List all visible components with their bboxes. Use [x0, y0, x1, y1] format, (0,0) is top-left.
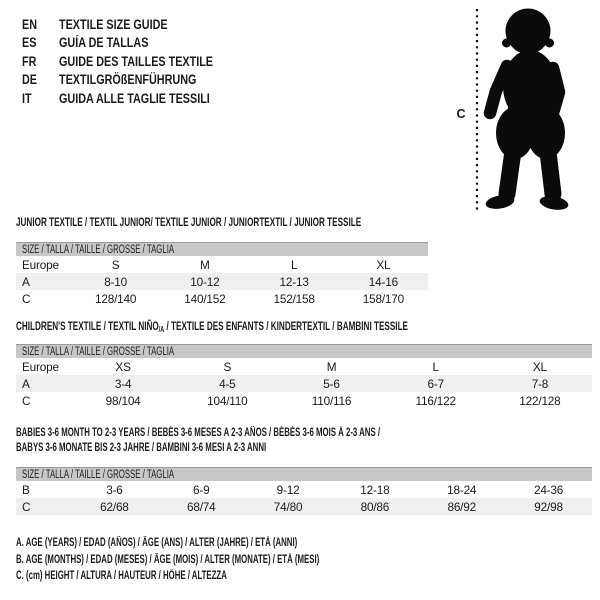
babies-title-line1-text: BABIES 3-6 MONTH TO 2-3 YEARS / BEBÉS 3-6 MESES A 2-3 AÑOS / BÉBÉS 3-6 MOIS À 2-3 ANS /	[16, 427, 381, 439]
table-cell: 9-12	[276, 482, 300, 497]
babies-title-line2-text: BABYS 3-6 MONATE BIS 2-3 JAHRE / BAMBINI 3-6 MESI A 2-3 ANNI	[16, 442, 267, 454]
language-row-es	[22, 34, 252, 53]
table-cell: 7-8	[531, 376, 549, 391]
table-cell: 14-16	[368, 274, 398, 289]
table-cell: XL	[376, 257, 391, 272]
table-row	[16, 358, 592, 375]
table-header-band	[16, 344, 592, 358]
language-code	[22, 91, 59, 106]
language-code-text: IT	[22, 90, 32, 106]
table-row	[16, 256, 428, 273]
footnote-b-text: B. AGE (MONTHS) / EDAD (MESES) / ÂGE (MOIS) / ALTER (MONATE) / ETÀ (MESI)	[16, 553, 320, 566]
table-cell: 98/104	[105, 393, 141, 408]
language-label: GUIDE DES TAILLES TEXTILE	[59, 53, 214, 69]
children-size-table	[16, 344, 592, 409]
babies-section-title-line1	[16, 426, 592, 441]
footnote-a	[16, 535, 462, 552]
table-cell: 152/158	[273, 291, 315, 306]
row-label-cell: C	[22, 393, 31, 408]
junior-section-title	[16, 216, 428, 229]
junior-size-table	[16, 242, 428, 307]
table-cell: L	[290, 257, 298, 272]
table-cell: 4-5	[219, 376, 236, 391]
table-cell: L	[432, 359, 439, 374]
table-cell: 74/80	[273, 499, 303, 514]
language-label: TEXTILGRÖßENFÜHRUNG	[59, 72, 197, 88]
table-cell: 3-6	[106, 482, 123, 497]
table-cell: 3-4	[114, 376, 132, 391]
table-cell: 86/92	[447, 499, 476, 514]
table-cell: 122/128	[519, 393, 561, 408]
language-code	[22, 17, 59, 32]
table-cell: S	[223, 359, 232, 374]
table-cell: 62/68	[100, 499, 129, 514]
baby-silhouette	[485, 9, 570, 212]
table-cell: 8-10	[104, 274, 128, 289]
footnote-c	[16, 568, 462, 585]
language-code-text: FR	[22, 53, 37, 69]
table-row	[16, 290, 428, 307]
language-row-de	[22, 71, 252, 90]
language-code-text: DE	[22, 72, 38, 88]
language-label: GUÍA DE TALLAS	[59, 35, 149, 51]
table-cell: XL	[532, 359, 547, 374]
row-label-cell: Europe	[22, 257, 59, 272]
junior-title-text: JUNIOR TEXTILE / TEXTIL JUNIOR/ TEXTILE JUNIOR / JUNIORTEXTIL / JUNIOR TESSILE	[16, 215, 362, 229]
language-code	[22, 35, 59, 50]
table-cell: 80/86	[360, 499, 390, 514]
table-cell: 104/110	[207, 393, 248, 408]
table-header-label: SIZE / TALLA / TAILLE / GRÖSSE / TAGLIA	[22, 345, 175, 358]
language-label: TEXTILE SIZE GUIDE	[59, 16, 168, 32]
children-title-text	[16, 320, 408, 336]
table-row	[16, 273, 428, 290]
language-label: GUIDA ALLE TAGLIE TESSILI	[59, 90, 210, 106]
table-header-label: SIZE / TALLA / TAILLE / GRÖSSE / TAGLIA	[22, 468, 175, 481]
table-row	[16, 498, 592, 515]
footnotes	[16, 535, 462, 585]
language-list	[22, 15, 252, 108]
table-cell: XS	[115, 359, 131, 374]
table-cell: S	[111, 257, 120, 272]
table-header-band	[16, 467, 592, 481]
section-babies	[16, 426, 592, 515]
babies-size-table	[16, 467, 592, 515]
table-cell: 24-36	[533, 482, 564, 497]
table-row	[16, 481, 592, 498]
table-row	[16, 392, 592, 409]
height-measure-label: C	[456, 107, 466, 121]
footnote-c-text: C. (cm) HEIGHT / ALTURA / HAUTEUR / HÖHE / ALTEZZA	[16, 570, 227, 582]
row-label-cell: A	[22, 274, 30, 289]
table-cell: 12-18	[360, 482, 390, 497]
table-row	[16, 375, 592, 392]
table-cell: 6-7	[427, 376, 444, 391]
children-title-post: / TEXTILE DES ENFANTS / KINDERTEXTIL / BAMBINI TESSILE	[164, 319, 408, 333]
baby-silhouette-icon	[450, 6, 596, 216]
row-label-cell: C	[22, 291, 31, 306]
row-label-cell: A	[22, 376, 30, 391]
children-title-pre: CHILDREN'S TEXTILE / TEXTIL NIÑO	[16, 319, 159, 333]
table-cell: M	[326, 359, 337, 374]
table-cell: 116/122	[415, 393, 456, 408]
language-code	[22, 72, 59, 87]
table-cell: 10-12	[190, 274, 220, 289]
row-label-cell: C	[22, 499, 31, 514]
table-cell: 5-6	[323, 376, 340, 391]
language-row-fr	[22, 52, 252, 71]
row-label-cell: B	[22, 482, 30, 497]
table-cell: 68/74	[186, 499, 216, 514]
section-junior	[16, 216, 428, 307]
language-code-text: EN	[22, 16, 38, 32]
table-cell: 110/116	[311, 393, 352, 408]
table-header-label: SIZE / TALLA / TAILLE / GRÖSSE / TAGLIA	[22, 243, 175, 256]
table-cell: 128/140	[95, 291, 137, 306]
children-title-subscript: /A	[158, 325, 165, 334]
table-cell: 12-13	[279, 274, 309, 289]
footnote-a-text: A. AGE (YEARS) / EDAD (AÑOS) / ÂGE (ANS) / ALTER (JAHRE) / ETÀ (ANNI)	[16, 537, 298, 549]
table-cell: 6-9	[193, 482, 210, 497]
language-row-en	[22, 15, 252, 34]
row-label-cell: Europe	[22, 359, 59, 374]
table-cell: 92/98	[534, 499, 563, 514]
table-cell: 18-24	[447, 482, 477, 497]
table-header-band	[16, 242, 428, 256]
children-section-title	[16, 320, 592, 333]
table-cell: 140/152	[184, 291, 226, 306]
section-children	[16, 320, 592, 409]
footnote-b	[16, 552, 462, 569]
language-row-it	[22, 89, 252, 108]
babies-section-title-line2	[16, 441, 592, 456]
language-code	[22, 54, 59, 69]
language-code-text: ES	[22, 35, 37, 51]
table-cell: M	[200, 257, 210, 272]
baby-figure	[450, 6, 596, 216]
table-cell: 158/170	[362, 291, 404, 306]
